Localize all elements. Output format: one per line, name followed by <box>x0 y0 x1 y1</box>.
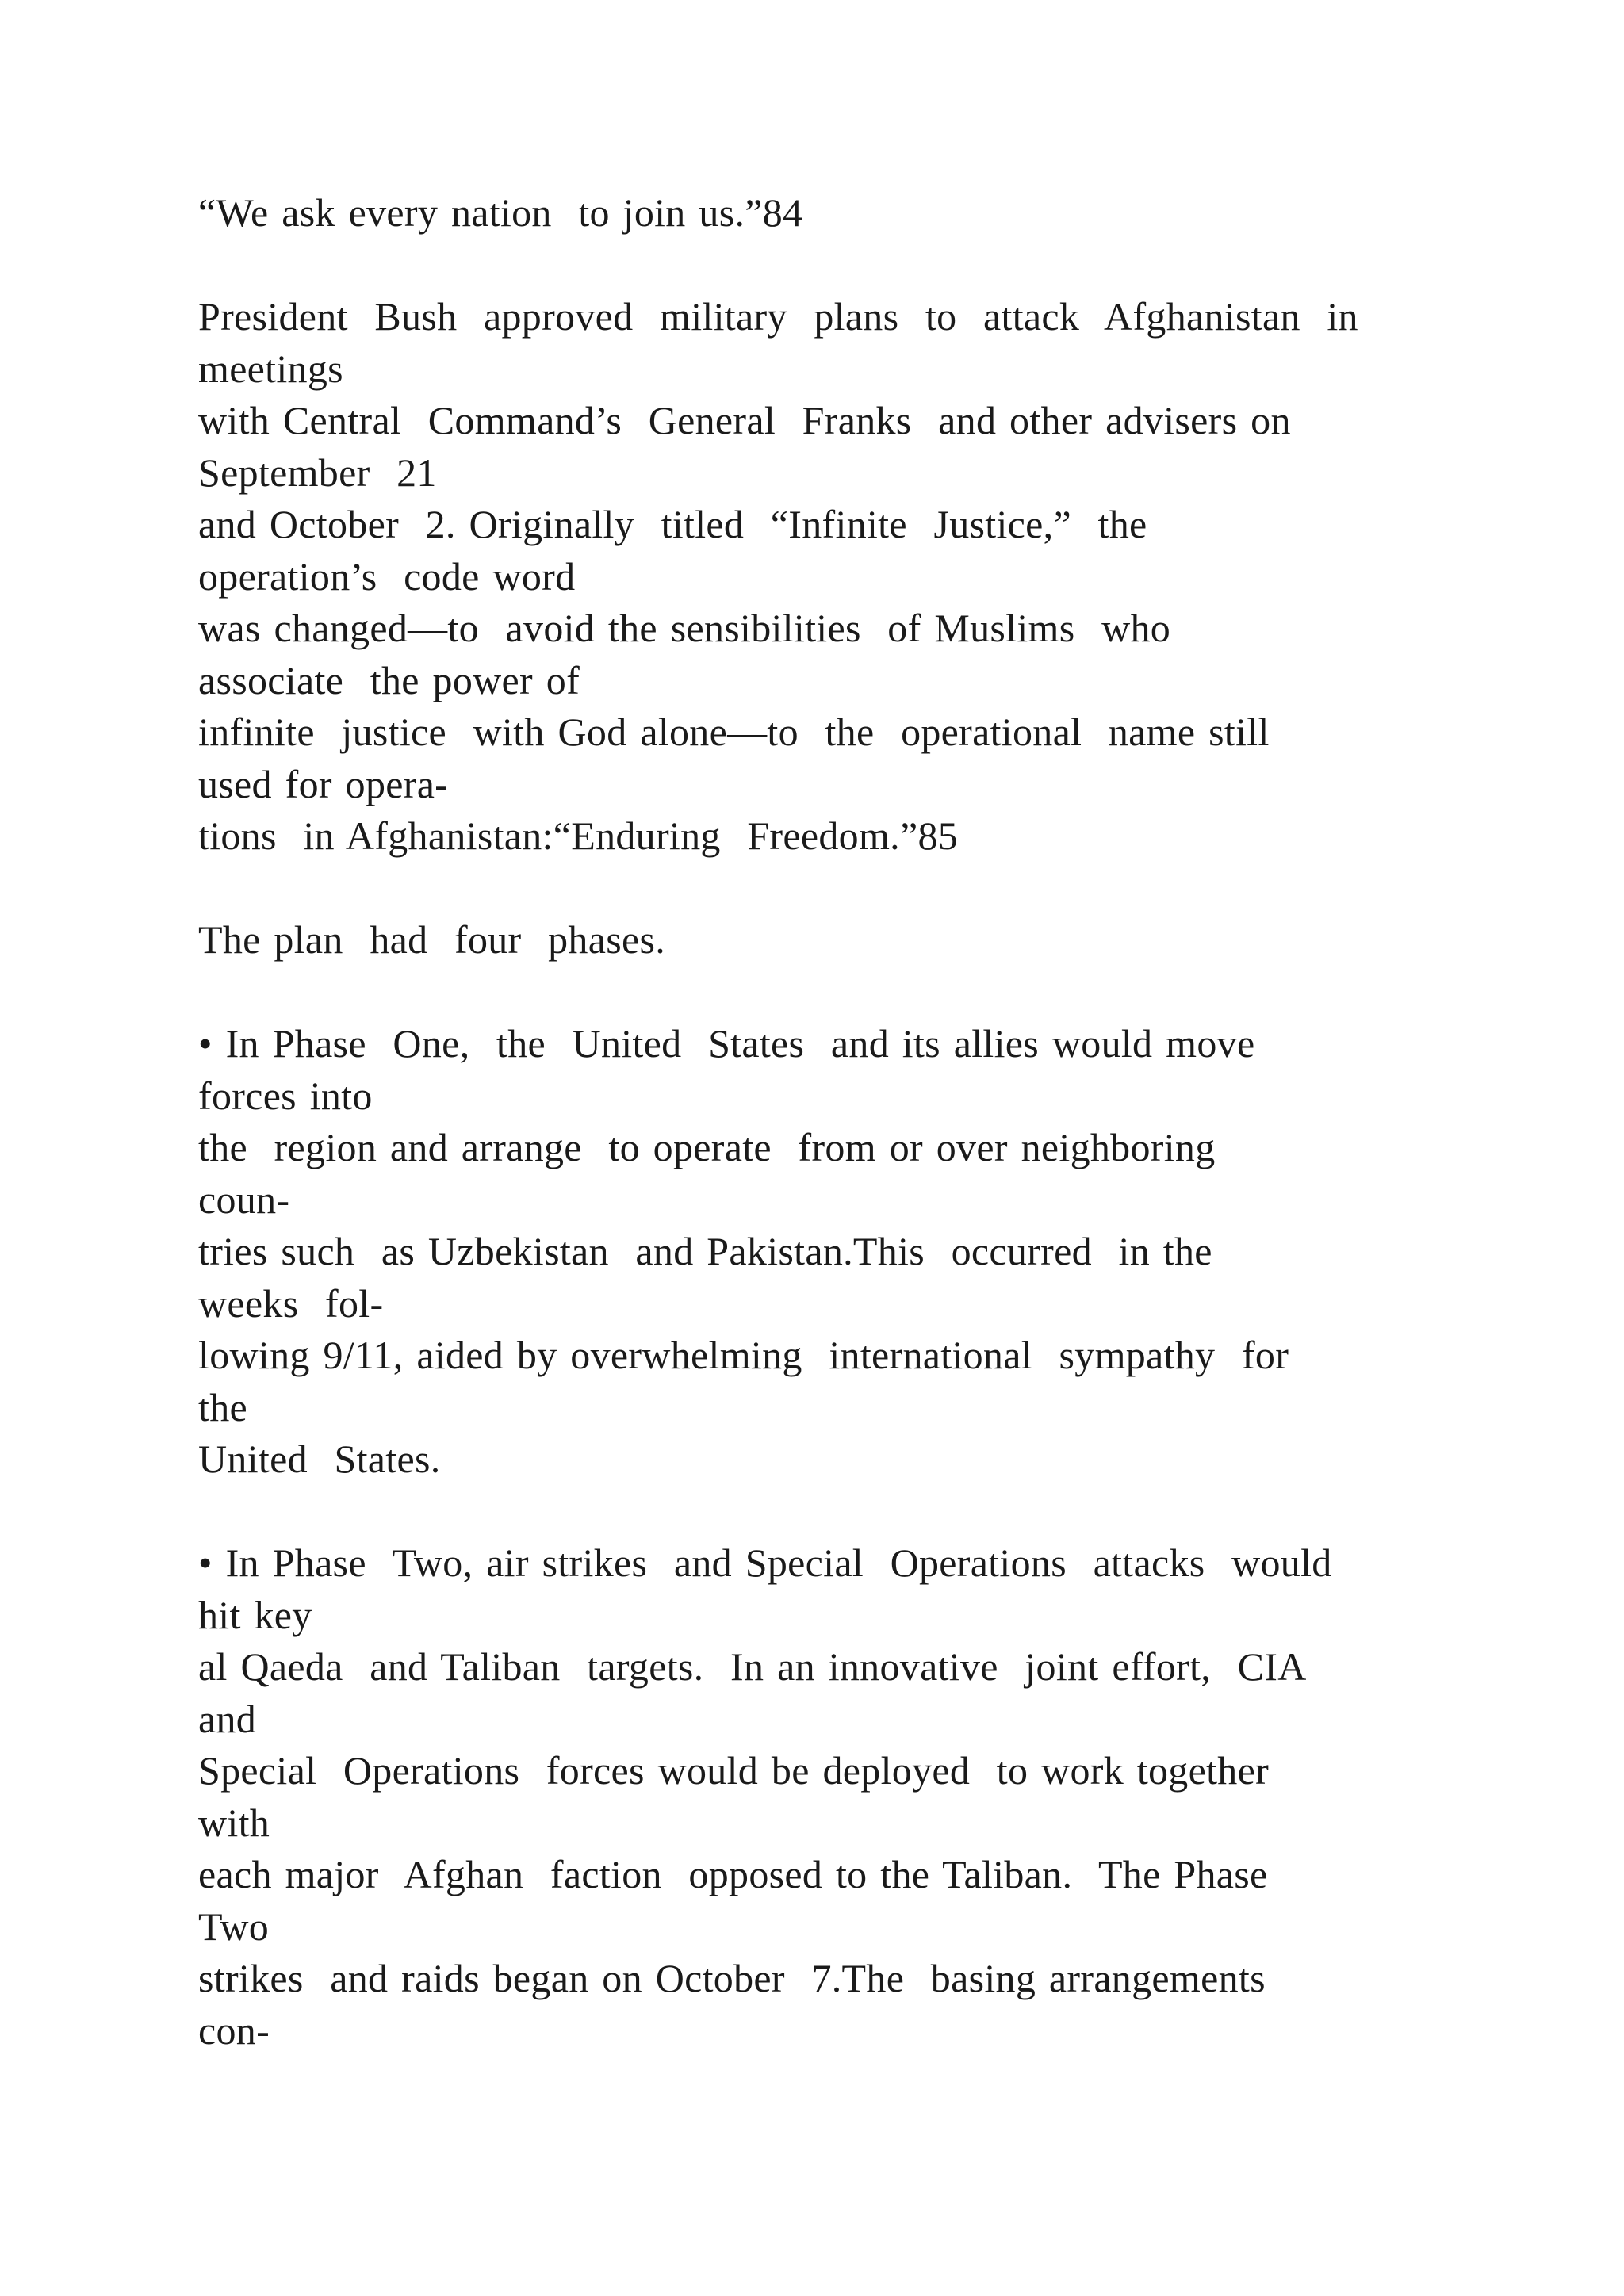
text-line: The plan had four phases. <box>198 917 666 962</box>
text-line: al Qaeda and Taliban targets. In an innovative joint effort, CIA <box>198 1644 1307 1689</box>
text-line: with Central Command’s General Franks and other advisers on <box>198 398 1291 442</box>
paragraph-gap <box>198 239 1594 292</box>
text-line: • In Phase Two, air strikes and Special Operations attacks would <box>198 1540 1332 1585</box>
paragraph-quote <box>198 187 1594 239</box>
text-line: meetings <box>198 346 343 391</box>
text-line: associate the power of <box>198 657 580 702</box>
paragraph-phase-one <box>198 1018 1594 1486</box>
text-line: the <box>198 1384 247 1429</box>
text-line: operation’s code word <box>198 553 576 599</box>
paragraph-gap <box>198 966 1594 1019</box>
text-line: September 21 <box>198 450 437 495</box>
text-line: coun- <box>198 1177 290 1222</box>
paragraph-gap <box>198 863 1594 915</box>
text-line: the region and arrange to operate from or over neighboring <box>198 1125 1216 1169</box>
paragraph-phase-two <box>198 1537 1594 2057</box>
text-line: with <box>198 1800 270 1845</box>
text-line: United States. <box>198 1437 441 1481</box>
text-line: Two <box>198 1904 270 1949</box>
text-line: infinite justice with God alone—to the operational name still <box>198 710 1270 754</box>
text-line: President Bush approved military plans to attack Afghanistan in <box>198 294 1358 339</box>
text-line: each major Afghan faction opposed to the Taliban. The Phase <box>198 1852 1268 1896</box>
text-line: lowing 9/11, aided by overwhelming international sympathy for <box>198 1333 1289 1377</box>
text-line: used for opera- <box>198 761 449 806</box>
text-line: and October 2. Originally titled “Infinite Justice,” the <box>198 502 1147 546</box>
text-line: tries such as Uzbekistan and Pakistan.This occurred in the <box>198 1229 1212 1273</box>
paragraph-approval <box>198 291 1594 863</box>
text-line: forces into <box>198 1073 373 1118</box>
paragraph-gap <box>198 1486 1594 1538</box>
text-line: hit key <box>198 1592 312 1637</box>
text-line: and <box>198 1696 257 1741</box>
text-line: “We ask every nation to join us.”84 <box>198 190 803 235</box>
text-line: con- <box>198 2007 270 2053</box>
text-line: was changed—to avoid the sensibilities of Muslims who <box>198 606 1171 650</box>
document-body <box>198 187 1594 2057</box>
text-line: Special Operations forces would be deployed to work together <box>198 1748 1270 1793</box>
text-line: • In Phase One, the United States and its allies would move <box>198 1021 1255 1066</box>
text-line: tions in Afghanistan:“Enduring Freedom.”85 <box>198 813 959 858</box>
paragraph-four-phases <box>198 914 1594 966</box>
text-line: weeks fol- <box>198 1280 384 1326</box>
text-line: strikes and raids began on October 7.The basing arrangements <box>198 1956 1266 2000</box>
